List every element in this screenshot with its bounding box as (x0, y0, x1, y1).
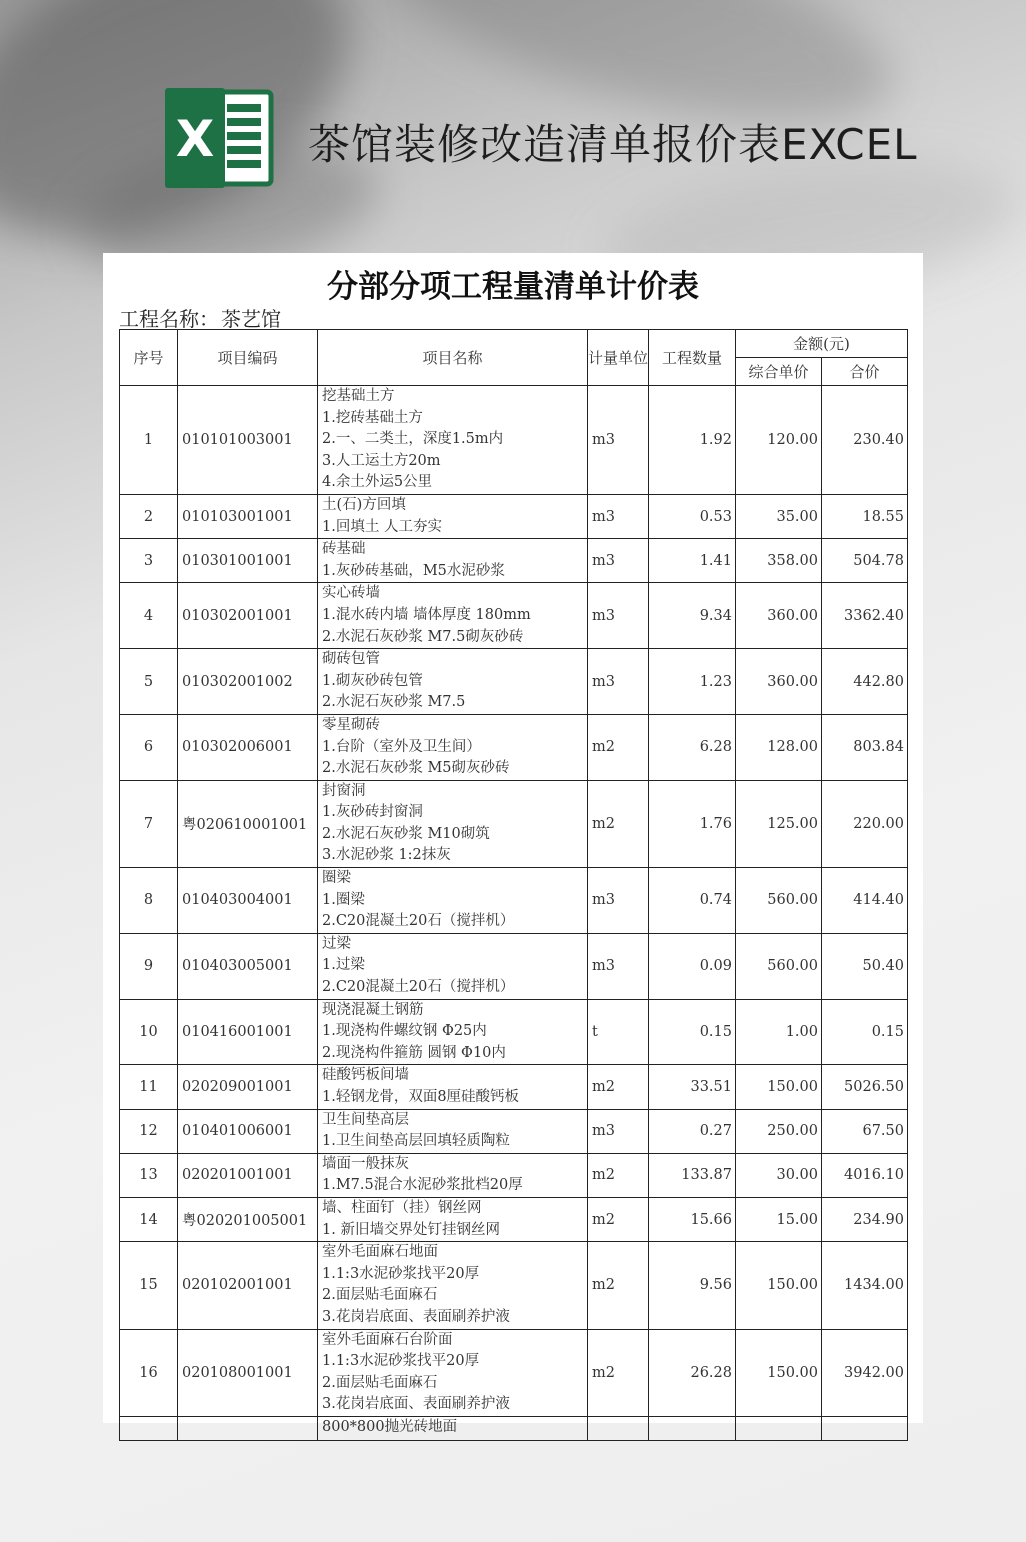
row-name-line: 室外毛面麻石地面 (322, 1244, 438, 1261)
row-unit-price: 360.00 (736, 649, 822, 715)
row-code: 020102001001 (178, 1242, 318, 1329)
row-name (318, 494, 588, 538)
row-unit-price: 150.00 (736, 1065, 822, 1109)
header-unit: 计量单位 (588, 330, 649, 386)
row-code: 粤020610001001 (178, 780, 318, 867)
row-total: 1434.00 (822, 1242, 908, 1329)
row-total: 18.55 (822, 494, 908, 538)
row-unit: m3 (588, 933, 649, 999)
row-name (318, 868, 588, 934)
row-code: 020201001001 (178, 1153, 318, 1197)
row-code: 粤020201005001 (178, 1197, 318, 1241)
row-unit-price: 15.00 (736, 1197, 822, 1241)
row-unit: m2 (588, 1153, 649, 1197)
row-code (178, 1416, 318, 1440)
header-code: 项目编码 (178, 330, 318, 386)
table-row (120, 868, 908, 934)
header-qty: 工程数量 (649, 330, 736, 386)
row-name-line: 1.灰砂砖基础，M5水泥砂浆 (322, 562, 505, 579)
row-total: 3362.40 (822, 583, 908, 649)
row-qty: 26.28 (649, 1329, 736, 1416)
row-name-line: 800*800抛光砖地面 (322, 1418, 458, 1435)
row-index: 3 (120, 539, 178, 583)
row-unit: m3 (588, 494, 649, 538)
table-row (120, 1242, 908, 1329)
row-index: 5 (120, 649, 178, 715)
row-name (318, 1329, 588, 1416)
row-name (318, 1065, 588, 1109)
row-unit-price: 30.00 (736, 1153, 822, 1197)
row-unit-price: 560.00 (736, 933, 822, 999)
row-name-line: 实心砖墙 (322, 585, 380, 602)
table-row (120, 583, 908, 649)
header-unit-price: 综合单价 (736, 358, 822, 386)
row-index: 1 (120, 386, 178, 495)
bill-table (119, 329, 908, 1441)
row-index: 14 (120, 1197, 178, 1241)
table-row (120, 649, 908, 715)
table-row (120, 933, 908, 999)
row-code: 020108001001 (178, 1329, 318, 1416)
table-row (120, 1197, 908, 1241)
row-total: 442.80 (822, 649, 908, 715)
row-name-line: 1.卫生间垫高层回填轻质陶粒 (322, 1133, 510, 1150)
row-unit: t (588, 999, 649, 1065)
row-name-line: 3.花岗岩底面、表面刷养护液 (322, 1308, 510, 1325)
header-idx: 序号 (120, 330, 178, 386)
sheet-title: 分部分项工程量清单计价表 (327, 269, 699, 305)
row-name (318, 1242, 588, 1329)
row-name-line: 2.面层贴毛面麻石 (322, 1287, 438, 1304)
row-name-line: 1. 新旧墙交界处钉挂钢丝网 (322, 1221, 500, 1238)
row-name-line: 4.余土外运5公里 (322, 474, 433, 491)
row-unit-price: 1.00 (736, 999, 822, 1065)
row-code: 010403004001 (178, 868, 318, 934)
row-name-line: 3.花岗岩底面、表面刷养护液 (322, 1396, 510, 1413)
row-name-line: 挖基础土方 (322, 388, 395, 404)
row-name-line: 封窗洞 (322, 782, 366, 799)
row-name-line: 零星砌砖 (322, 716, 380, 733)
row-name-line: 1.台阶（室外及卫生间） (322, 738, 481, 755)
row-qty: 0.27 (649, 1109, 736, 1153)
row-qty: 1.23 (649, 649, 736, 715)
row-qty: 133.87 (649, 1153, 736, 1197)
row-name (318, 1109, 588, 1153)
row-name (318, 1153, 588, 1197)
row-code: 010302001002 (178, 649, 318, 715)
row-name (318, 1416, 588, 1440)
row-unit: m3 (588, 868, 649, 934)
row-index: 6 (120, 714, 178, 780)
row-name-line: 1.砌灰砂砖包管 (322, 672, 423, 689)
row-unit: m2 (588, 1329, 649, 1416)
row-unit: m3 (588, 1109, 649, 1153)
row-name-line: 土(石)方回填 (322, 496, 406, 513)
row-name-line: 1.圈梁 (322, 891, 365, 908)
row-index: 16 (120, 1329, 178, 1416)
row-index: 11 (120, 1065, 178, 1109)
row-index: 12 (120, 1109, 178, 1153)
row-index: 10 (120, 999, 178, 1065)
row-qty: 0.15 (649, 999, 736, 1065)
row-unit: m3 (588, 386, 649, 495)
row-qty: 6.28 (649, 714, 736, 780)
table-row (120, 386, 908, 495)
table-row (120, 539, 908, 583)
row-name-line: 过梁 (322, 935, 351, 952)
row-qty: 9.56 (649, 1242, 736, 1329)
row-unit-price: 250.00 (736, 1109, 822, 1153)
row-unit-price: 120.00 (736, 386, 822, 495)
row-name-line: 卫生间垫高层 (322, 1111, 409, 1128)
project-value: 茶艺馆 (221, 307, 281, 331)
row-unit: m2 (588, 1197, 649, 1241)
spreadsheet-preview (103, 253, 923, 1435)
table-row (120, 1329, 908, 1416)
row-name-line: 1.轻钢龙骨，双面8厘硅酸钙板 (322, 1089, 520, 1105)
row-unit-price (736, 1416, 822, 1440)
row-name-line: 墙、柱面钉（挂）钢丝网 (322, 1199, 482, 1216)
row-unit: m2 (588, 1065, 649, 1109)
row-total: 220.00 (822, 780, 908, 867)
table-row (120, 1153, 908, 1197)
row-total: 50.40 (822, 933, 908, 999)
row-total: 0.15 (822, 999, 908, 1065)
page-title: 茶馆装修改造清单报价表EXCEL (308, 120, 918, 169)
row-index: 8 (120, 868, 178, 934)
row-total: 234.90 (822, 1197, 908, 1241)
header-name: 项目名称 (318, 330, 588, 386)
row-name (318, 386, 588, 495)
row-name (318, 583, 588, 649)
row-total: 803.84 (822, 714, 908, 780)
table-row (120, 1416, 908, 1440)
row-name (318, 999, 588, 1065)
row-name (318, 539, 588, 583)
row-name-line: 1.1:3水泥砂浆找平20厚 (322, 1265, 480, 1282)
row-unit-price: 128.00 (736, 714, 822, 780)
row-index: 15 (120, 1242, 178, 1329)
row-qty: 1.41 (649, 539, 736, 583)
row-name-line: 2.水泥石灰砂浆 M5砌灰砂砖 (322, 760, 510, 777)
row-unit: m3 (588, 583, 649, 649)
table-row (120, 494, 908, 538)
row-name (318, 649, 588, 715)
table-row (120, 999, 908, 1065)
project-label: 工程名称： (119, 307, 219, 331)
row-name-line: 2.水泥石灰砂浆 M10砌筑 (322, 825, 490, 842)
row-unit (588, 1416, 649, 1440)
row-name-line: 现浇混凝土钢筋 (322, 1001, 424, 1018)
row-qty (649, 1416, 736, 1440)
header-total: 合价 (822, 358, 908, 386)
row-code: 010403005001 (178, 933, 318, 999)
row-total: 4016.10 (822, 1153, 908, 1197)
row-name-line: 硅酸钙板间墙 (322, 1067, 409, 1084)
row-unit-price: 35.00 (736, 494, 822, 538)
row-qty: 0.09 (649, 933, 736, 999)
header-amount: 金额(元) (736, 330, 908, 358)
row-total: 230.40 (822, 386, 908, 495)
row-name (318, 1197, 588, 1241)
svg-text:X: X (175, 110, 215, 168)
row-unit: m2 (588, 780, 649, 867)
table-row (120, 714, 908, 780)
row-name (318, 780, 588, 867)
row-total: 504.78 (822, 539, 908, 583)
row-name-line: 2.面层贴毛面麻石 (322, 1374, 438, 1391)
table-row (120, 1109, 908, 1153)
row-index: 9 (120, 933, 178, 999)
row-name-line: 2.C20混凝土20石（搅拌机） (322, 913, 515, 930)
row-index: 7 (120, 780, 178, 867)
row-qty: 9.34 (649, 583, 736, 649)
row-name-line: 2.水泥石灰砂浆 M7.5 (322, 694, 466, 711)
row-total (822, 1416, 908, 1440)
row-name-line: 圈梁 (322, 870, 351, 887)
row-name (318, 933, 588, 999)
row-total: 5026.50 (822, 1065, 908, 1109)
row-total: 3942.00 (822, 1329, 908, 1416)
row-index (120, 1416, 178, 1440)
row-code: 010302001001 (178, 583, 318, 649)
row-code: 010416001001 (178, 999, 318, 1065)
row-index: 2 (120, 494, 178, 538)
row-name-line: 1.现浇构件螺纹钢 Φ25内 (322, 1023, 487, 1040)
row-unit-price: 150.00 (736, 1242, 822, 1329)
row-name-line: 1.灰砂砖封窗洞 (322, 804, 423, 821)
row-name (318, 714, 588, 780)
row-unit: m2 (588, 714, 649, 780)
row-code: 020209001001 (178, 1065, 318, 1109)
table-row (120, 1065, 908, 1109)
row-name-line: 室外毛面麻石台阶面 (322, 1331, 453, 1348)
row-index: 4 (120, 583, 178, 649)
row-qty: 15.66 (649, 1197, 736, 1241)
row-code: 010302006001 (178, 714, 318, 780)
row-name-line: 墙面一般抹灰 (322, 1155, 409, 1172)
row-name-line: 1.回填土 人工夯实 (322, 518, 442, 535)
excel-icon (165, 88, 275, 188)
row-name-line: 1.1:3水泥砂浆找平20厚 (322, 1353, 480, 1370)
row-qty: 0.53 (649, 494, 736, 538)
row-unit-price: 150.00 (736, 1329, 822, 1416)
row-code: 010101003001 (178, 386, 318, 495)
row-unit-price: 560.00 (736, 868, 822, 934)
row-name-line: 1.过梁 (322, 957, 365, 974)
row-name-line: 3.水泥砂浆 1:2抹灰 (322, 847, 451, 864)
row-unit: m2 (588, 1242, 649, 1329)
table-row (120, 780, 908, 867)
row-unit-price: 360.00 (736, 583, 822, 649)
row-name-line: 2.水泥石灰砂浆 M7.5砌灰砂砖 (322, 628, 524, 645)
row-qty: 1.76 (649, 780, 736, 867)
row-code: 010301001001 (178, 539, 318, 583)
row-name-line: 2.一、二类土，深度1.5m内 (322, 431, 504, 448)
row-index: 13 (120, 1153, 178, 1197)
row-name-line: 砖基础 (322, 541, 366, 558)
row-qty: 0.74 (649, 868, 736, 934)
row-qty: 33.51 (649, 1065, 736, 1109)
row-qty: 1.92 (649, 386, 736, 495)
row-unit-price: 358.00 (736, 539, 822, 583)
row-name-line: 1.M7.5混合水泥砂浆批档20厚 (322, 1177, 523, 1194)
row-code: 010401006001 (178, 1109, 318, 1153)
project-name (119, 303, 281, 332)
row-name-line: 1.挖砖基础土方 (322, 409, 423, 426)
row-code: 010103001001 (178, 494, 318, 538)
row-total: 67.50 (822, 1109, 908, 1153)
row-unit-price: 125.00 (736, 780, 822, 867)
row-name-line: 1.混水砖内墙 墙体厚度 180mm (322, 606, 531, 623)
row-name-line: 2.C20混凝土20石（搅拌机） (322, 979, 515, 996)
row-unit: m3 (588, 649, 649, 715)
row-total: 414.40 (822, 868, 908, 934)
row-name-line: 砌砖包管 (322, 651, 380, 668)
row-unit: m3 (588, 539, 649, 583)
row-name-line: 3.人工运土方20m (322, 452, 441, 469)
row-name-line: 2.现浇构件箍筋 圆钢 Φ10内 (322, 1044, 506, 1061)
